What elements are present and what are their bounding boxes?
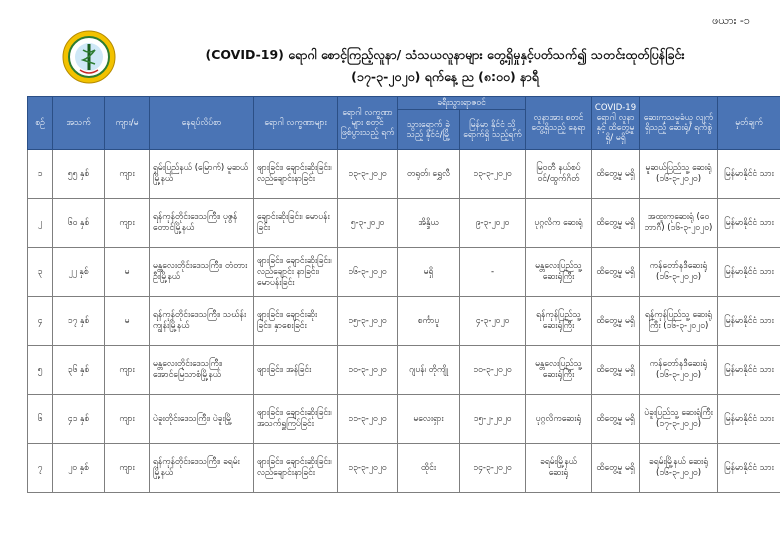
- page-label: ဖယား -၁: [712, 14, 750, 27]
- cell-result: ထိတွေ့မှု မရှိ: [592, 150, 640, 199]
- cell-address: ပဲခူးတိုင်းဒေသကြီး၊ ပဲခူးမြို့: [150, 395, 254, 444]
- cell-address: ရန်ကုန်တိုင်းဒေသကြီး၊ ခရမ်းမြို့နယ်: [150, 444, 254, 493]
- header-current: ဆေးကုသမှုခံယူ လျက်ရှိသည့် ဆေးရုံ/ ရက်စွဲ: [640, 97, 718, 150]
- cell-no: ၁: [28, 150, 53, 199]
- cell-remarks: မြန်မာနိုင်ငံ သား: [718, 199, 780, 248]
- cell-sex: ကျား: [105, 150, 150, 199]
- header-sex: ကျား/မ: [105, 97, 150, 150]
- cell-arrival: ၁၅-၂-၂၀၂၀: [460, 395, 526, 444]
- header-arrival: မြန်မာ နိုင်ငံ သို့ ရောက်ရှိ သည့်ရက်: [460, 110, 526, 150]
- cell-arrival: ၁၄-၃-၂၀၂၀: [460, 444, 526, 493]
- cell-arrival: ၄-၃-၂၀၂၀: [460, 297, 526, 346]
- table-body: [28, 150, 780, 493]
- cell-sex: ကျား: [105, 444, 150, 493]
- cell-no: ၅: [28, 346, 53, 395]
- table-row: [28, 248, 780, 297]
- cell-onset: ၁၆-၃-၂၀၂၀: [338, 248, 398, 297]
- cell-no: ၆: [28, 395, 53, 444]
- table-row: [28, 395, 780, 444]
- cell-current: ရန်ကုန်ပြည်သူ့ ဆေးရုံကြီး (၁၆-၃-၂၀၂၀): [640, 297, 718, 346]
- header-row-1: [28, 97, 780, 110]
- cell-age: ၂၂ နှစ်: [53, 248, 105, 297]
- cell-result: ထိတွေ့မှု မရှိ: [592, 248, 640, 297]
- cell-onset: ၁၀-၃-၂၀၂၀: [338, 346, 398, 395]
- cell-remarks: မြန်မာနိုင်ငံ သား: [718, 150, 780, 199]
- cell-symptoms: ဖျားခြင်း၊ ချောင်းဆိုးခြင်း၊ လည်ချောင်းနာခြင်း: [254, 150, 338, 199]
- cell-country: မရှိ: [398, 248, 460, 297]
- header-symptoms: ရောဂါ လက္ခဏာများ: [254, 97, 338, 150]
- cell-country: မလေးရှား: [398, 395, 460, 444]
- cell-sex: ကျား: [105, 346, 150, 395]
- cell-address: ရန်ကုန်တိုင်းဒေသကြီး၊ ပုဇွန်တောင်မြို့နယ်: [150, 199, 254, 248]
- cell-sex: မ: [105, 248, 150, 297]
- cell-address: ရှမ်းပြည်နယ် (မြောက်) မူဆယ်မြို့နယ်: [150, 150, 254, 199]
- cell-symptoms: ဖျားခြင်း၊ ချောင်းဆိုးခြင်း၊ လည်ချောင်းနာခြင်း: [254, 444, 338, 493]
- cell-arrival: -: [460, 248, 526, 297]
- cell-country: တရုတ်၊ ရွှေလီ: [398, 150, 460, 199]
- title-line-1: (COVID-19) ရောဂါ စောင့်ကြည့်လူနာ/ သံသယလူနာများ တွေ့ရှိမှုနှင့်ပတ်သက်၍ သတင်းထုတ်ပြန်ခြင်း: [205, 47, 685, 62]
- cell-onset: ၁၁-၃-၂၀၂၀: [338, 395, 398, 444]
- cell-arrival: ၁၃-၃-၂၀၂၀: [460, 150, 526, 199]
- cell-symptoms: ဖျားခြင်း၊ ချောင်းဆိုးခြင်း၊ အသက်ရှူကြပ်ခြင်း: [254, 395, 338, 444]
- title-line-2: (၁၇-၃-၂၀၂၀) ရက်နေ့ ည (၈:၀၀) နာရီ: [351, 69, 539, 84]
- cell-no: ၇: [28, 444, 53, 493]
- cell-current: ခရမ်းမြို့နယ် ဆေးရုံ (၁၆-၃-၂၀၂၀): [640, 444, 718, 493]
- cell-remarks: မြန်မာနိုင်ငံ သား: [718, 444, 780, 493]
- cell-country: အိန္ဒိယ: [398, 199, 460, 248]
- cell-symptoms: ချောင်းဆိုးခြင်း၊ မောပန်းခြင်း: [254, 199, 338, 248]
- cell-current: ကန်တော်နဒီဆေးရုံ (၁၆-၃-၂၀၂၀): [640, 248, 718, 297]
- cell-age: ၄၁ နှစ်: [53, 395, 105, 444]
- cell-result: ထိတွေ့မှု မရှိ: [592, 444, 640, 493]
- cell-hospital: မန္တလေးပြည်သူ့ ဆေးရုံကြီး: [526, 248, 592, 297]
- cell-remarks: မြန်မာနိုင်ငံ သား: [718, 346, 780, 395]
- cell-remarks: မြန်မာနိုင်ငံ သား: [718, 395, 780, 444]
- cell-result: ထိတွေ့မှု မရှိ: [592, 346, 640, 395]
- cell-age: ၅၅ နှစ်: [53, 150, 105, 199]
- cell-symptoms: ဖျားခြင်း၊ ချောင်းဆိုး ခြင်း၊ နှာစေးခြင်း: [254, 297, 338, 346]
- cell-onset: ၁၃-၃-၂၀၂၀: [338, 150, 398, 199]
- header-onset: ရောဂါ လက္ခဏာများ စတင် ဖြစ်ပွားသည့် ရက်: [338, 97, 398, 150]
- cell-hospital: မြဝတီ နယ်စပ် ဝင်/ထွက်ဂိတ်: [526, 150, 592, 199]
- cell-no: ၄: [28, 297, 53, 346]
- table-row: [28, 297, 780, 346]
- cell-current: အထူးကုဆေးရုံ (ဝေဘာဂီ) (၁၆-၃-၂၀၂၀): [640, 199, 718, 248]
- cell-arrival: ၁၀-၃-၂၀၂၀: [460, 346, 526, 395]
- cell-current: ပဲခူးပြည်သူ့ ဆေးရုံကြီး (၁၇-၃-၂၀၂၀): [640, 395, 718, 444]
- header-travel-group: ခရီးသွားရာဇဝင်: [398, 97, 526, 110]
- table-row: [28, 199, 780, 248]
- table-row: [28, 346, 780, 395]
- cell-sex: ကျား: [105, 199, 150, 248]
- cell-age: ၁၇ နှစ်: [53, 297, 105, 346]
- cell-country: စင်္ကာပူ: [398, 297, 460, 346]
- document-title: [130, 44, 760, 88]
- table-row: [28, 444, 780, 493]
- table-row: [28, 150, 780, 199]
- cell-sex: မ: [105, 297, 150, 346]
- cell-current: ကန်တော်နဒီဆေးရုံ (၁၆-၃-၂၀၂၀): [640, 346, 718, 395]
- case-table: [27, 96, 780, 493]
- cell-country: ထိုင်း: [398, 444, 460, 493]
- header-age: အသက်: [53, 97, 105, 150]
- cell-sex: ကျား: [105, 395, 150, 444]
- cell-result: ထိတွေ့မှု မရှိ: [592, 395, 640, 444]
- header-hospital: လူနာအား စတင် တွေ့ရှိသည့် နေရာ: [526, 97, 592, 150]
- header-remarks: မှတ်ချက်: [718, 97, 780, 150]
- header-result: COVID-19 ရောဂါ လူနာနှင့် ထိတွေ့မှု ရှိ/ မရှိ: [592, 97, 640, 150]
- cell-symptoms: ဖျားခြင်း၊ အန်ခြင်း: [254, 346, 338, 395]
- cell-country: ဂျပန်၊ တိုကျို: [398, 346, 460, 395]
- cell-address: ရန်ကုန်တိုင်းဒေသကြီး၊ သဃ်န်းကျွန်းမြို့နယ်: [150, 297, 254, 346]
- header-address: နေရပ်လိပ်စာ: [150, 97, 254, 150]
- cell-result: ထိတွေ့မှု မရှိ: [592, 297, 640, 346]
- cell-result: ထိတွေ့မှု မရှိ: [592, 199, 640, 248]
- cell-onset: ၅-၃-၂၀၂၀: [338, 199, 398, 248]
- cell-age: ၆၀ နှစ်: [53, 199, 105, 248]
- cell-no: ၂: [28, 199, 53, 248]
- cell-no: ၃: [28, 248, 53, 297]
- cell-hospital: မန္တလေးပြည်သူ့ ဆေးရုံကြီး: [526, 346, 592, 395]
- cell-address: မန္တလေးတိုင်းဒေသကြီး၊ တံတားဦးမြို့နယ်: [150, 248, 254, 297]
- cell-current: မူဆယ်ပြည်သူ့ ဆေးရုံ (၁၆-၃-၂၀၂၀): [640, 150, 718, 199]
- cell-remarks: မြန်မာနိုင်ငံ သား: [718, 248, 780, 297]
- cell-hospital: ပုဂ္ဂလိကဆေးရုံ: [526, 395, 592, 444]
- header-travel-country: သွားရောက် ခဲ့သည့် နိုင်ငံ/မြို့: [398, 110, 460, 150]
- cell-age: ၂၀ နှစ်: [53, 444, 105, 493]
- cell-arrival: ၉-၃-၂၀၂၀: [460, 199, 526, 248]
- cell-onset: ၁၃-၃-၂၀၂၀: [338, 444, 398, 493]
- cell-onset: ၁၅-၃-၂၀၂၀: [338, 297, 398, 346]
- cell-hospital: ခရမ်းမြို့နယ် ဆေးရုံ: [526, 444, 592, 493]
- ministry-seal-icon: [62, 30, 116, 84]
- cell-age: ၃၆ နှစ်: [53, 346, 105, 395]
- cell-remarks: မြန်မာနိုင်ငံ သား: [718, 297, 780, 346]
- cell-address: မန္တလေးတိုင်းဒေသကြီး၊ အောင်မြေသာစံမြို့နယ်: [150, 346, 254, 395]
- cell-hospital: ရန်ကုန်ပြည်သူ့ ဆေးရုံကြီး: [526, 297, 592, 346]
- cell-symptoms: ဖျားခြင်း၊ ချောင်းဆိုးခြင်း၊ လည်ချောင်း နာခြင်း၊ မောပန်းခြင်း: [254, 248, 338, 297]
- cell-hospital: ပုဂ္ဂလိက ဆေးရုံ: [526, 199, 592, 248]
- header-no: စဉ်: [28, 97, 53, 150]
